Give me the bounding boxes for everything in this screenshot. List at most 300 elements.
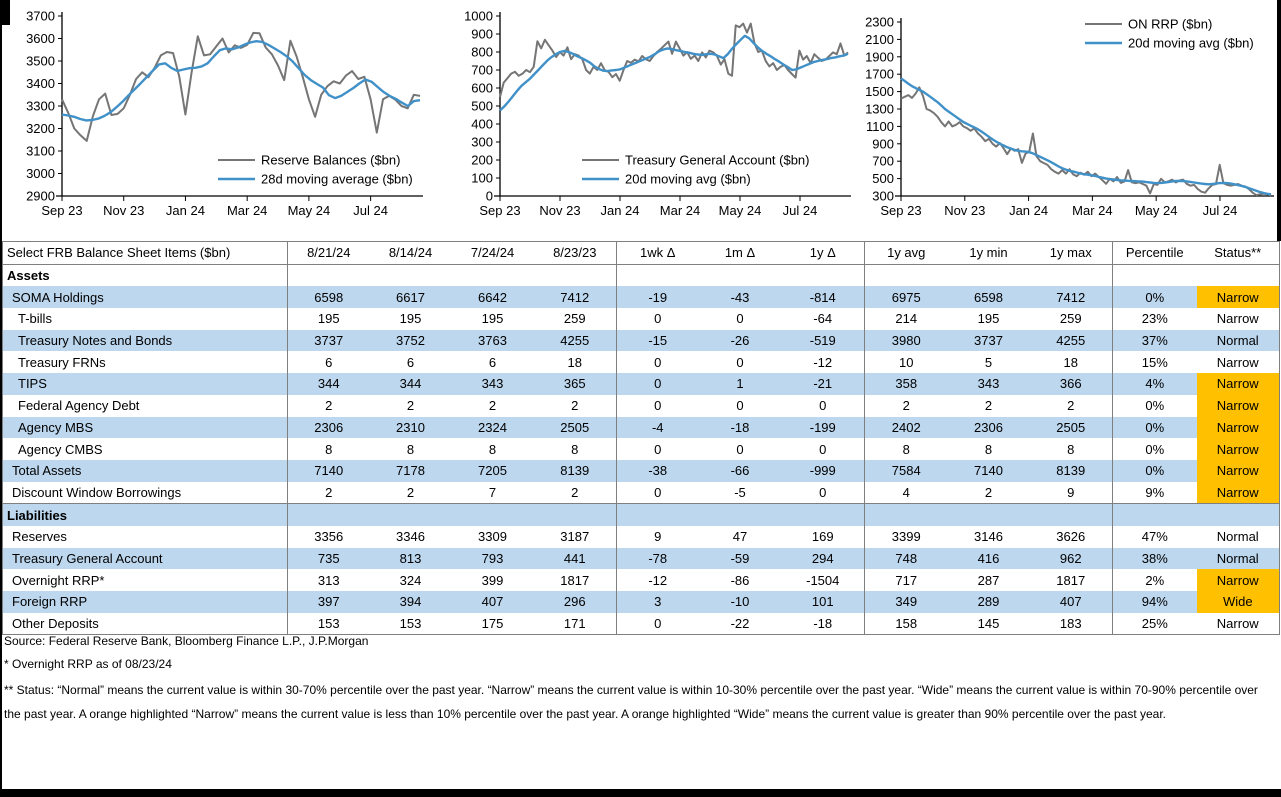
- y-tick-label: 3700: [26, 8, 55, 24]
- table-row: [3, 395, 1280, 417]
- y-tick-label: 500: [872, 171, 894, 187]
- value-cell: 7412: [534, 286, 617, 308]
- legend-label: 28d moving average ($bn): [261, 171, 413, 187]
- y-tick-label: 900: [471, 26, 493, 42]
- status-cell: Wide: [1197, 591, 1280, 613]
- value-cell: 158: [895, 616, 918, 632]
- row-label: T-bills: [3, 308, 288, 330]
- value-cell: 717: [895, 572, 918, 588]
- empty-cell: [948, 264, 1030, 286]
- value-cell: -15: [648, 333, 668, 349]
- value-cell: 0: [654, 376, 662, 392]
- legend-label: ON RRP ($bn): [1128, 16, 1213, 32]
- overnight-rrp-note: * Overnight RRP as of 08/23/24: [4, 657, 172, 671]
- value-cell: 813: [399, 550, 422, 566]
- status-cell: Narrow: [1197, 482, 1280, 504]
- value-cell: 2: [325, 484, 333, 500]
- value-cell: 313: [317, 572, 340, 588]
- value-cell: 6: [325, 354, 333, 370]
- value-cell: 7: [488, 484, 497, 500]
- value-cell: 145: [977, 616, 1000, 632]
- value-cell: 441: [534, 548, 617, 570]
- value-cell: 6617: [396, 289, 425, 305]
- value-cell: -26: [730, 333, 750, 349]
- y-tick-label: 200: [471, 152, 493, 168]
- value-cell: 343: [977, 376, 1000, 392]
- y-tick-label: 300: [471, 134, 493, 150]
- table-row: [3, 351, 1280, 373]
- value-cell: -5: [734, 484, 746, 500]
- table-row: [3, 308, 1280, 330]
- value-cell: -12: [648, 572, 668, 588]
- value-cell: 7205: [478, 463, 507, 479]
- value-cell: 8: [534, 438, 617, 460]
- status-cell: Normal: [1216, 550, 1259, 566]
- value-cell: 0: [736, 398, 744, 414]
- value-cell: 399: [481, 572, 504, 588]
- value-cell: 2: [488, 398, 497, 414]
- percentile-cell: 2%: [1145, 572, 1165, 588]
- x-tick-label: May 24: [287, 203, 331, 218]
- percentile-cell: 0%: [1145, 289, 1165, 305]
- row-label: Treasury General Account: [3, 548, 288, 570]
- value-cell: 289: [977, 594, 1000, 610]
- table-body: [3, 264, 1280, 635]
- value-cell: 0: [782, 438, 865, 460]
- value-cell: 2: [534, 395, 617, 417]
- column-header: 1y Δ: [782, 242, 865, 265]
- x-tick-label: May 24: [718, 203, 762, 218]
- value-cell: -21: [782, 373, 865, 395]
- y-tick-label: 600: [471, 80, 493, 96]
- row-label: Reserves: [3, 526, 288, 548]
- x-tick-label: Nov 23: [944, 203, 986, 218]
- value-cell: 349: [895, 594, 918, 610]
- percentile-cell: 4%: [1145, 376, 1165, 392]
- column-header: 1y max: [1030, 242, 1113, 265]
- value-cell: -1504: [782, 569, 865, 591]
- column-header: 8/21/24: [307, 245, 351, 261]
- status-cell: Narrow: [1197, 286, 1280, 308]
- value-cell: 0: [654, 311, 662, 327]
- value-cell: 8: [902, 441, 910, 457]
- y-tick-label: 2100: [865, 31, 894, 47]
- value-cell: -22: [730, 616, 750, 632]
- empty-cell: [452, 504, 534, 526]
- empty-cell: [1197, 504, 1280, 526]
- y-tick-label: 2900: [26, 188, 55, 204]
- empty-cell: [617, 264, 699, 286]
- value-cell: 18: [534, 351, 617, 373]
- value-cell: 9: [654, 529, 662, 545]
- value-cell: 153: [399, 616, 422, 632]
- empty-cell: [1030, 504, 1113, 526]
- value-cell: 183: [1030, 613, 1113, 635]
- legend-label: 20d moving avg ($bn): [1128, 35, 1254, 51]
- empty-cell: [948, 504, 1030, 526]
- table-row: [3, 569, 1280, 591]
- value-cell: 7140: [974, 463, 1003, 479]
- series-line-gray: [62, 33, 420, 141]
- value-cell: 2505: [534, 417, 617, 439]
- row-label: Treasury Notes and Bonds: [3, 330, 288, 352]
- value-cell: -12: [782, 351, 865, 373]
- value-cell: 2: [325, 398, 333, 414]
- status-cell: Narrow: [1216, 354, 1259, 370]
- x-tick-label: Jul 24: [1202, 203, 1238, 218]
- legend-label: 20d moving avg ($bn): [625, 171, 751, 187]
- row-label: Agency MBS: [3, 417, 288, 439]
- x-tick-label: Mar 24: [226, 203, 268, 218]
- value-cell: -64: [782, 308, 865, 330]
- status-cell: Narrow: [1197, 460, 1280, 482]
- value-cell: 18: [1030, 351, 1113, 373]
- value-cell: 394: [399, 594, 422, 610]
- value-cell: 7584: [891, 463, 921, 479]
- x-tick-label: Sep 23: [880, 203, 922, 218]
- value-cell: 416: [977, 550, 1000, 566]
- y-tick-label: 3500: [26, 53, 55, 69]
- value-cell: 259: [534, 308, 617, 330]
- y-tick-label: 1900: [865, 49, 894, 65]
- value-cell: 8139: [1030, 460, 1113, 482]
- status-cell: Normal: [1216, 333, 1259, 349]
- empty-cell: [534, 264, 617, 286]
- empty-cell: [1113, 504, 1197, 526]
- row-label: Discount Window Borrowings: [3, 482, 288, 504]
- column-header: Status**: [1214, 245, 1262, 261]
- value-cell: 3346: [396, 529, 425, 545]
- value-cell: -10: [730, 594, 750, 610]
- section-label: Assets: [3, 264, 288, 286]
- empty-cell: [699, 504, 782, 526]
- column-header: 1y avg: [887, 245, 926, 261]
- series-line-blue: [901, 79, 1271, 195]
- value-cell: 7412: [1030, 286, 1113, 308]
- value-cell: -78: [648, 550, 668, 566]
- value-cell: -38: [648, 463, 668, 479]
- row-label: Other Deposits: [3, 613, 288, 635]
- column-header: 1y min: [969, 245, 1008, 261]
- row-label: Total Assets: [3, 460, 288, 482]
- x-tick-label: Jul 24: [782, 203, 818, 218]
- value-cell: 0: [736, 311, 744, 327]
- value-cell: 2: [984, 398, 993, 414]
- value-cell: -199: [782, 417, 865, 439]
- value-cell: -59: [730, 550, 750, 566]
- x-tick-label: Jan 24: [1009, 203, 1049, 218]
- x-tick-label: Jul 24: [353, 203, 388, 218]
- y-tick-label: 3400: [26, 76, 55, 91]
- empty-cell: [288, 264, 370, 286]
- value-cell: 324: [399, 572, 422, 588]
- value-cell: 2: [902, 398, 910, 414]
- percentile-cell: 37%: [1141, 333, 1168, 349]
- y-tick-label: 3300: [26, 98, 55, 114]
- value-cell: 195: [977, 311, 1000, 327]
- value-cell: -18: [782, 613, 865, 635]
- status-cell: Narrow: [1216, 311, 1259, 327]
- section-label: Liabilities: [3, 504, 288, 526]
- table-row: [3, 438, 1280, 460]
- value-cell: 2402: [891, 419, 921, 435]
- value-cell: 344: [317, 376, 340, 392]
- value-cell: 3356: [314, 529, 344, 545]
- empty-cell: [370, 264, 452, 286]
- percentile-cell: 94%: [1141, 594, 1168, 610]
- series-line-gray: [901, 87, 1271, 195]
- value-cell: 0: [654, 398, 662, 414]
- x-tick-label: Mar 24: [659, 203, 701, 218]
- value-cell: 3: [654, 594, 662, 610]
- x-tick-label: Nov 23: [539, 203, 581, 218]
- row-label: Agency CMBS: [3, 438, 288, 460]
- series-line-blue: [62, 41, 420, 120]
- value-cell: 365: [534, 373, 617, 395]
- value-cell: 2505: [1030, 417, 1113, 439]
- value-cell: 366: [1030, 373, 1113, 395]
- value-cell: -4: [651, 419, 664, 435]
- section-row: [3, 264, 1280, 286]
- y-tick-label: 0: [485, 188, 493, 204]
- value-cell: 0: [654, 616, 662, 632]
- row-label: TIPS: [3, 373, 288, 395]
- y-tick-label: 100: [471, 170, 493, 186]
- value-cell: 195: [399, 311, 422, 327]
- y-tick-label: 1300: [865, 101, 894, 117]
- status-cell: Narrow: [1197, 438, 1280, 460]
- x-tick-label: Mar 24: [1072, 203, 1113, 218]
- section-row: [3, 504, 1280, 526]
- value-cell: 748: [895, 550, 918, 566]
- value-cell: 344: [399, 376, 422, 392]
- empty-cell: [534, 504, 617, 526]
- window-edge-bottom: [0, 789, 1281, 797]
- value-cell: 2306: [314, 419, 344, 435]
- chart-on-rrp: [853, 4, 1279, 236]
- y-tick-label: 3000: [26, 166, 55, 181]
- value-cell: 0: [782, 482, 865, 504]
- value-cell: 358: [895, 376, 918, 392]
- value-cell: -66: [730, 463, 750, 479]
- value-cell: 735: [317, 550, 340, 566]
- value-cell: 153: [317, 616, 340, 632]
- value-cell: 259: [1030, 308, 1113, 330]
- value-cell: 287: [977, 572, 1000, 588]
- empty-cell: [1197, 264, 1280, 286]
- legend-label: Reserve Balances ($bn): [261, 152, 401, 168]
- empty-cell: [1113, 264, 1197, 286]
- percentile-cell: 0%: [1145, 398, 1165, 414]
- legend-label: Treasury General Account ($bn): [625, 152, 810, 168]
- percentile-cell: 38%: [1141, 550, 1168, 566]
- x-tick-label: Jan 24: [165, 203, 205, 218]
- empty-cell: [782, 504, 865, 526]
- percentile-cell: 0%: [1145, 419, 1165, 435]
- y-tick-label: 1500: [865, 84, 894, 100]
- y-tick-label: 700: [471, 62, 493, 78]
- value-cell: -814: [782, 286, 865, 308]
- value-cell: 8: [984, 441, 993, 457]
- status-cell: Narrow: [1197, 569, 1280, 591]
- value-cell: 214: [895, 311, 918, 327]
- value-cell: 6975: [891, 289, 921, 305]
- status-cell: Normal: [1216, 529, 1259, 545]
- x-tick-label: May 24: [1134, 203, 1178, 218]
- value-cell: 3187: [534, 526, 617, 548]
- row-label: SOMA Holdings: [3, 286, 288, 308]
- row-label: Treasury FRNs: [3, 351, 288, 373]
- value-cell: 2: [1030, 395, 1113, 417]
- value-cell: 6: [488, 354, 497, 370]
- value-cell: 2: [534, 482, 617, 504]
- value-cell: -18: [730, 419, 750, 435]
- status-definition-note: ** Status: “Normal” means the current value is within 30-70% percentile over the past year. “Narrow” means the current value is within 10-30% percentile over the past year. “Wide” means the current value is within 70-90% percentile over the past year. A orange highlighted “Narrow” means the current value is less than 10% percentile over the past year. A orange highlighted “Wide” means the current value is greater than 90% percentile over the past year.: [4, 683, 1258, 721]
- source-note: Source: Federal Reserve Bank, Bloomberg Finance L.P., J.P.Morgan: [4, 634, 369, 648]
- value-cell: 407: [481, 594, 504, 610]
- value-cell: 4255: [1030, 330, 1113, 352]
- table-row: [3, 286, 1280, 308]
- value-cell: 3399: [891, 529, 921, 545]
- value-cell: 962: [1030, 548, 1113, 570]
- value-cell: 3309: [478, 529, 507, 545]
- y-tick-label: 3100: [26, 143, 55, 159]
- value-cell: 4: [902, 484, 910, 500]
- table-row: [3, 613, 1280, 635]
- value-cell: 195: [317, 311, 340, 327]
- value-cell: -519: [782, 330, 865, 352]
- chart-reserve-balances: [6, 4, 426, 236]
- value-cell: 407: [1030, 591, 1113, 613]
- value-cell: 397: [317, 594, 340, 610]
- x-tick-label: Jan 24: [600, 203, 640, 218]
- value-cell: 169: [782, 526, 865, 548]
- value-cell: 3980: [891, 333, 921, 349]
- empty-cell: [288, 504, 370, 526]
- value-cell: 296: [534, 591, 617, 613]
- value-cell: -43: [730, 289, 750, 305]
- y-tick-label: 3600: [26, 31, 55, 46]
- value-cell: 343: [481, 376, 504, 392]
- row-label: Foreign RRP: [3, 591, 288, 613]
- value-cell: -19: [648, 289, 668, 305]
- value-cell: 2: [406, 484, 415, 500]
- row-label: Federal Agency Debt: [3, 395, 288, 417]
- value-cell: 2: [984, 484, 993, 500]
- table-row: [3, 373, 1280, 395]
- y-tick-label: 2300: [865, 14, 894, 30]
- value-cell: 7178: [396, 463, 425, 479]
- table-row: [3, 417, 1280, 439]
- table-row: [3, 591, 1280, 613]
- value-cell: 793: [481, 550, 504, 566]
- empty-cell: [452, 264, 534, 286]
- column-header: 1wk Δ: [640, 245, 676, 261]
- column-header: 8/14/24: [388, 245, 433, 261]
- value-cell: 175: [481, 616, 504, 632]
- value-cell: 2310: [396, 419, 425, 435]
- value-cell: 6: [406, 354, 415, 370]
- value-cell: 8: [406, 441, 415, 457]
- column-header: 8/23/23: [534, 242, 617, 265]
- percentile-cell: 0%: [1145, 441, 1165, 457]
- percentile-cell: 25%: [1141, 616, 1168, 632]
- value-cell: 6598: [314, 289, 344, 305]
- value-cell: 5: [984, 354, 993, 370]
- value-cell: 0: [736, 441, 744, 457]
- row-label: Overnight RRP*: [3, 569, 288, 591]
- value-cell: 3763: [478, 333, 507, 349]
- value-cell: 6598: [974, 289, 1003, 305]
- value-cell: 9: [1030, 482, 1113, 504]
- value-cell: 0: [736, 354, 744, 370]
- percentile-cell: 23%: [1141, 311, 1168, 327]
- value-cell: 294: [782, 548, 865, 570]
- column-header: Percentile: [1125, 245, 1184, 261]
- value-cell: 8: [325, 441, 333, 457]
- value-cell: 1817: [534, 569, 617, 591]
- percentile-cell: 15%: [1141, 354, 1168, 370]
- y-tick-label: 500: [471, 98, 493, 114]
- empty-cell: [782, 264, 865, 286]
- value-cell: 3752: [396, 333, 425, 349]
- table-row: [3, 548, 1280, 570]
- y-tick-label: 3200: [26, 121, 55, 136]
- y-tick-label: 400: [471, 116, 493, 132]
- status-cell: Narrow: [1216, 616, 1259, 632]
- value-cell: 47: [732, 529, 748, 545]
- column-header: 7/24/24: [470, 245, 515, 261]
- empty-cell: [865, 504, 948, 526]
- value-cell: 3737: [974, 333, 1003, 349]
- value-cell: 7140: [314, 463, 344, 479]
- table-row: [3, 330, 1280, 352]
- y-tick-label: 700: [872, 153, 894, 169]
- series-line-gray: [500, 24, 848, 97]
- status-cell: Narrow: [1197, 395, 1280, 417]
- value-cell: 171: [534, 613, 617, 635]
- value-cell: 8: [1030, 438, 1113, 460]
- status-cell: Narrow: [1197, 373, 1280, 395]
- value-cell: 1817: [1030, 569, 1113, 591]
- value-cell: 3737: [314, 333, 344, 349]
- empty-cell: [370, 504, 452, 526]
- value-cell: 101: [782, 591, 865, 613]
- status-cell: Narrow: [1197, 417, 1280, 439]
- y-tick-label: 300: [872, 188, 894, 204]
- value-cell: 0: [654, 441, 662, 457]
- y-tick-label: 1000: [464, 8, 493, 24]
- y-tick-label: 900: [872, 136, 894, 152]
- empty-cell: [617, 504, 699, 526]
- value-cell: 2306: [974, 419, 1003, 435]
- value-cell: 8139: [534, 460, 617, 482]
- percentile-cell: 9%: [1145, 484, 1165, 500]
- value-cell: -999: [782, 460, 865, 482]
- value-cell: 3146: [974, 529, 1003, 545]
- empty-cell: [865, 264, 948, 286]
- value-cell: -86: [730, 572, 750, 588]
- value-cell: 4255: [534, 330, 617, 352]
- empty-cell: [1030, 264, 1113, 286]
- value-cell: 6642: [478, 289, 507, 305]
- table-row: [3, 482, 1280, 504]
- value-cell: 3626: [1030, 526, 1113, 548]
- value-cell: 2: [406, 398, 415, 414]
- value-cell: 10: [899, 354, 914, 370]
- value-cell: 1: [736, 376, 744, 392]
- empty-cell: [699, 264, 782, 286]
